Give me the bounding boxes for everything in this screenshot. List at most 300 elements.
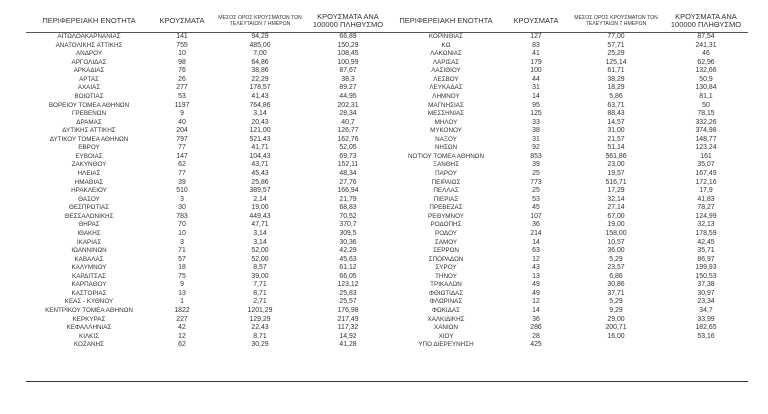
- region-cell: ΚΙΛΚΙΣ: [79, 332, 99, 340]
- table-row: [26, 33, 388, 42]
- region-cell: ΜΗΛΟΥ: [434, 118, 458, 126]
- region-cell: ΘΑΣΟΥ: [78, 195, 100, 203]
- cases-cell: 43: [532, 264, 540, 272]
- avg7-cell: 125,14: [605, 58, 627, 66]
- table-row: [26, 281, 388, 290]
- table-row: [388, 102, 748, 111]
- per100k-cell: 374,98: [695, 127, 717, 135]
- region-cell: ΚΑΡΔΙΤΣΑΣ: [72, 272, 106, 280]
- avg7-cell: 3,14: [253, 229, 267, 237]
- avg7-cell: 5,29: [609, 298, 623, 306]
- table-row: [388, 110, 748, 119]
- avg7-header: ΜΕΣΟΣ ΟΡΟΣ ΚΡΟΥΣΜΑΤΩΝ ΤΩΝ ΤΕΛΕΥΤΑΙΩΝ 7 ΗΜΕΡΩΝ: [212, 10, 308, 33]
- region-cell: ΒΟΙΩΤΙΑΣ: [74, 92, 104, 100]
- per100k-cell: 30,36: [339, 238, 357, 246]
- region-cell: ΚΑΛΥΜΝΟΥ: [71, 264, 107, 272]
- cases-cell: 100: [530, 67, 542, 75]
- table-row: [388, 84, 748, 93]
- avg7-cell: 45,43: [251, 170, 269, 177]
- table-row: [26, 316, 388, 325]
- region-cell: ΣΥΡΟΥ: [435, 264, 457, 272]
- per100k-cell: 23,34: [697, 298, 715, 306]
- cases-header: ΚΡΟΥΣΜΑΤΑ: [504, 10, 568, 33]
- avg7-cell: 3,14: [253, 238, 267, 246]
- avg7-cell: 104,43: [249, 152, 271, 160]
- avg7-cell: 38,86: [251, 67, 269, 75]
- per100k-cell: 182,65: [695, 324, 717, 332]
- right-cases-table: [388, 10, 748, 350]
- cases-cell: 14: [532, 238, 540, 246]
- cases-cell: 179: [530, 58, 542, 66]
- cases-cell: 13: [532, 272, 540, 280]
- per100k-cell: 87,54: [697, 33, 715, 40]
- per100k-cell: 100,99: [337, 58, 359, 66]
- avg7-cell: 521,43: [249, 135, 271, 143]
- avg7-cell: 178,57: [249, 84, 271, 92]
- left-cases-table: [26, 10, 388, 350]
- avg7-cell: 77,00: [607, 33, 625, 40]
- table-row: [388, 239, 748, 248]
- per100k-cell: 38,3: [341, 75, 355, 83]
- per100k-cell: 130,84: [695, 84, 717, 92]
- cases-cell: 214: [530, 229, 542, 237]
- per100k-cell: 152,11: [337, 161, 359, 169]
- table-row: [388, 307, 748, 316]
- per100k-cell: [664, 341, 748, 350]
- cases-cell: 63: [532, 247, 540, 255]
- table-row: [388, 196, 748, 205]
- avg7-cell: 5,86: [609, 92, 623, 100]
- region-cell: ΙΩΑΝΝΙΝΩΝ: [71, 247, 107, 255]
- region-cell: ΔΡΑΜΑΣ: [76, 118, 102, 126]
- per100k-cell: 66,89: [339, 33, 357, 40]
- table-row: [388, 67, 748, 76]
- region-cell: ΜΥΚΟΝΟΥ: [430, 127, 462, 135]
- avg7-cell: 561,86: [605, 152, 627, 160]
- cases-cell: 45: [532, 204, 540, 212]
- region-header: ΠΕΡΙΦΕΡΕΙΑΚΗ ΕΝΟΤΗΤΑ: [26, 10, 152, 33]
- table-row: [388, 213, 748, 222]
- region-cell: ΖΑΚΥΝΘΟΥ: [71, 161, 107, 169]
- avg7-cell: 19,00: [251, 204, 269, 212]
- avg7-header: ΜΕΣΟΣ ΟΡΟΣ ΚΡΟΥΣΜΑΤΩΝ ΤΩΝ ΤΕΛΕΥΤΑΙΩΝ 7 ΗΜΕΡΩΝ: [568, 10, 664, 33]
- table-row: [26, 170, 388, 179]
- avg7-cell: 1201,29: [247, 307, 273, 314]
- cases-cell: 204: [176, 127, 188, 135]
- region-cell: ΠΑΡΟΥ: [435, 170, 457, 177]
- region-cell: ΑΡΚΑΔΙΑΣ: [73, 67, 105, 75]
- avg7-cell: 200,71: [605, 324, 627, 332]
- cases-cell: 77: [178, 170, 186, 177]
- cases-cell: 755: [176, 41, 188, 49]
- per100k-cell: 332,26: [695, 118, 717, 126]
- region-cell: ΚΟΡΙΝΘΙΑΣ: [428, 33, 464, 40]
- region-cell: ΥΠΟ ΔΙΕΡΕΥΝΗΣΗ: [418, 341, 474, 349]
- cases-cell: 25: [532, 170, 540, 177]
- avg7-cell: 32,14: [607, 195, 625, 203]
- avg7-cell: 764,86: [249, 101, 271, 109]
- table-row: [26, 144, 388, 153]
- avg7-cell: 22,43: [251, 324, 269, 332]
- avg7-cell: 25,86: [251, 178, 269, 186]
- per100k-cell: 17,9: [699, 187, 713, 195]
- region-cell: ΚΑΒΑΛΑΣ: [74, 255, 104, 263]
- per100k-cell: 66,05: [339, 272, 357, 280]
- region-cell: ΛΕΥΚΑΔΑΣ: [429, 84, 463, 92]
- region-cell: ΓΡΕΒΕΝΩΝ: [71, 110, 107, 118]
- cases-cell: 425: [530, 341, 542, 349]
- avg7-cell: 63,71: [607, 101, 625, 109]
- table-row: [388, 221, 748, 230]
- avg7-cell: 94,29: [251, 33, 269, 40]
- per100k-cell: 37,38: [697, 281, 715, 289]
- region-cell: ΚΕΝΤΡΙΚΟΥ ΤΟΜΕΑ ΑΘΗΝΩΝ: [45, 307, 133, 314]
- region-cell: ΚΩ: [441, 41, 451, 49]
- avg7-cell: 7,71: [253, 281, 267, 289]
- per100k-cell: 25,57: [339, 298, 357, 306]
- region-cell: ΛΗΜΝΟΥ: [432, 92, 460, 100]
- table-row: [388, 333, 748, 342]
- per100k-cell: 35,07: [697, 161, 715, 169]
- avg7-cell: 485,00: [249, 41, 271, 49]
- per100k-cell: 53,16: [697, 332, 715, 340]
- cases-cell: 286: [530, 324, 542, 332]
- table-row: [26, 196, 388, 205]
- region-cell: ΠΡΕΒΕΖΑΣ: [429, 204, 463, 212]
- region-cell: ΑΙΤΩΛΟΑΚΑΡΝΑΝΙΑΣ: [57, 33, 121, 40]
- per100k-cell: 21,79: [339, 195, 357, 203]
- region-cell: ΔΥΤΙΚΗΣ ΑΤΤΙΚΗΣ: [62, 127, 116, 135]
- per100k-cell: 70,52: [339, 212, 357, 220]
- region-cell: ΧΑΝΙΩΝ: [434, 324, 458, 332]
- cases-cell: 36: [532, 221, 540, 229]
- avg7-cell: 43,71: [251, 161, 269, 169]
- table-row: [26, 93, 388, 102]
- per100k-cell: 42,45: [697, 238, 715, 246]
- cases-cell: 10: [178, 229, 186, 237]
- per100k-cell: 87,67: [339, 67, 357, 75]
- region-cell: ΠΕΙΡΑΙΩΣ: [431, 178, 461, 186]
- per100k-cell: 33,99: [697, 315, 715, 323]
- per100k-cell: 40,7: [341, 118, 355, 126]
- table-row: [26, 333, 388, 342]
- cases-cell: 277: [176, 84, 188, 92]
- per100k-cell: 61,12: [339, 264, 357, 272]
- table-row: [388, 298, 748, 307]
- per100k-cell: 150,29: [337, 41, 359, 49]
- per100k-cell: 50: [702, 101, 710, 109]
- per100k-cell: 162,76: [337, 135, 359, 143]
- region-cell: ΜΕΣΣΗΝΙΑΣ: [427, 110, 465, 118]
- region-cell: ΣΠΟΡΑΔΩΝ: [428, 255, 464, 263]
- table-row: [26, 76, 388, 85]
- per100k-cell: 309,5: [339, 229, 357, 237]
- region-header: ΠΕΡΙΦΕΡΕΙΑΚΗ ΕΝΟΤΗΤΑ: [388, 10, 504, 33]
- cases-cell: 10: [178, 50, 186, 58]
- cases-cell: 57: [178, 255, 186, 263]
- per100k-cell: 68,83: [339, 204, 357, 212]
- table-row: [388, 93, 748, 102]
- bottom-rule: [26, 381, 748, 382]
- per100k-cell: 150,53: [695, 272, 717, 280]
- region-cell: ΘΗΡΑΣ: [78, 221, 100, 229]
- table-row: [388, 33, 748, 42]
- table-row: [26, 230, 388, 239]
- table-row: [388, 341, 748, 350]
- avg7-cell: 5,29: [609, 255, 623, 263]
- region-cell: ΚΑΣΤΟΡΙΑΣ: [71, 289, 107, 297]
- region-cell: ΑΝΑΤΟΛΙΚΗΣ ΑΤΤΙΚΗΣ: [55, 41, 123, 49]
- table-row: [26, 256, 388, 265]
- avg7-cell: 14,57: [607, 118, 625, 126]
- avg7-cell: 64,86: [251, 58, 269, 66]
- cases-cell: 9: [180, 110, 184, 118]
- avg7-cell: 31,00: [607, 127, 625, 135]
- table-row: [26, 161, 388, 170]
- per100k-cell: 27,76: [339, 178, 357, 186]
- avg7-cell: 10,57: [607, 238, 625, 246]
- region-cell: ΚΕΡΚΥΡΑΣ: [72, 315, 106, 323]
- table-row: [388, 42, 748, 51]
- avg7-cell: 52,00: [251, 247, 269, 255]
- avg7-cell: 389,57: [249, 187, 271, 195]
- region-cell: ΞΑΝΘΗΣ: [432, 161, 460, 169]
- table-row: [388, 290, 748, 299]
- per100k-header: ΚΡΟΥΣΜΑΤΑ ΑΝΑ 100000 ΠΛΗΘΥΣΜΟ: [308, 10, 388, 33]
- table-row: [26, 67, 388, 76]
- cases-cell: 1822: [174, 307, 190, 314]
- avg7-cell: 8,71: [253, 332, 267, 340]
- avg7-cell: 41,43: [251, 92, 269, 100]
- avg7-cell: 23,57: [607, 264, 625, 272]
- avg7-cell: 21,57: [607, 135, 625, 143]
- table-row: [388, 119, 748, 128]
- per100k-cell: 14,92: [339, 332, 357, 340]
- table-row: [388, 170, 748, 179]
- table-row: [26, 102, 388, 111]
- region-cell: ΕΥΒΟΙΑΣ: [75, 152, 103, 160]
- per100k-cell: 62,96: [697, 58, 715, 66]
- table-row: [26, 221, 388, 230]
- region-cell: ΑΡΤΑΣ: [79, 75, 99, 83]
- cases-cell: 797: [176, 135, 188, 143]
- per100k-cell: 46: [702, 50, 710, 58]
- region-cell: ΛΑΡΙΣΑΣ: [432, 58, 460, 66]
- cases-cell: 76: [178, 67, 186, 75]
- region-cell: ΡΕΘΥΜΝΟΥ: [428, 212, 464, 220]
- cases-cell: 38: [532, 127, 540, 135]
- per100k-cell: 86,97: [697, 255, 715, 263]
- region-cell: ΡΟΔΟΠΗΣ: [430, 221, 462, 229]
- per100k-header: ΚΡΟΥΣΜΑΤΑ ΑΝΑ 100000 ΠΛΗΘΥΣΜΟ: [664, 10, 748, 33]
- region-cell: ΦΩΚΙΔΑΣ: [432, 307, 460, 314]
- table-row: [388, 76, 748, 85]
- cases-cell: 141: [176, 33, 188, 40]
- cases-cell: 25: [532, 187, 540, 195]
- avg7-cell: 516,71: [605, 178, 627, 186]
- cases-cell: 49: [532, 281, 540, 289]
- per100k-cell: 117,32: [337, 324, 359, 332]
- region-cell: ΛΑΚΩΝΙΑΣ: [430, 50, 462, 58]
- per100k-cell: 161: [700, 152, 712, 160]
- avg7-cell: 41,71: [251, 144, 269, 152]
- table-row: [388, 247, 748, 256]
- cases-cell: 9: [180, 281, 184, 289]
- avg7-cell: 17,29: [607, 187, 625, 195]
- cases-cell: 42: [178, 324, 186, 332]
- region-cell: ΦΛΩΡΙΝΑΣ: [429, 298, 463, 306]
- cases-cell: 125: [530, 110, 542, 118]
- cases-cell: 1: [180, 298, 184, 306]
- per100k-cell: 48,34: [339, 170, 357, 177]
- avg7-cell: 129,29: [249, 315, 271, 323]
- region-cell: ΗΡΑΚΛΕΙΟΥ: [71, 187, 107, 195]
- cases-cell: 83: [532, 41, 540, 49]
- region-cell: ΔΥΤΙΚΟΥ ΤΟΜΕΑ ΑΘΗΝΩΝ: [49, 135, 129, 143]
- region-cell: ΦΘΙΩΤΙΔΑΣ: [428, 289, 464, 297]
- table-row: [26, 298, 388, 307]
- region-cell: ΑΡΓΟΛΙΔΑΣ: [71, 58, 107, 66]
- avg7-cell: 158,00: [605, 229, 627, 237]
- cases-cell: 31: [532, 84, 540, 92]
- cases-cell: 33: [532, 118, 540, 126]
- cases-cell: 30: [178, 204, 186, 212]
- table-row: [26, 153, 388, 162]
- avg7-cell: 8,71: [253, 289, 267, 297]
- cases-cell: 71: [178, 247, 186, 255]
- per100k-cell: 41,28: [339, 341, 357, 349]
- left-header-row: [26, 10, 388, 33]
- region-cell: ΝΟΤΙΟΥ ΤΟΜΕΑ ΑΘΗΝΩΝ: [407, 152, 485, 160]
- avg7-cell: 23,00: [607, 161, 625, 169]
- per100k-cell: 69,73: [339, 152, 357, 160]
- avg7-cell: 30,29: [251, 341, 269, 349]
- avg7-cell: 2,14: [253, 195, 267, 203]
- table-row: [26, 273, 388, 282]
- cases-cell: 62: [178, 161, 186, 169]
- per100k-cell: 30,97: [697, 289, 715, 297]
- table-row: [388, 161, 748, 170]
- cases-cell: 14: [532, 92, 540, 100]
- cases-cell: 107: [530, 212, 542, 220]
- table-row: [26, 59, 388, 68]
- avg7-cell: [568, 341, 664, 350]
- avg7-cell: 20,43: [251, 118, 269, 126]
- cases-cell: 28: [532, 332, 540, 340]
- per100k-cell: 78,15: [697, 110, 715, 118]
- table-row: [26, 119, 388, 128]
- per100k-cell: 25,83: [339, 289, 357, 297]
- per100k-cell: 89,27: [339, 84, 357, 92]
- region-cell: ΚΕΑΣ - ΚΥΘΝΟΥ: [64, 298, 114, 306]
- avg7-cell: 27,14: [607, 204, 625, 212]
- per100k-cell: 52,05: [339, 144, 357, 152]
- avg7-cell: 2,71: [253, 298, 267, 306]
- per100k-cell: 45,63: [339, 255, 357, 263]
- avg7-cell: 6,86: [609, 272, 623, 280]
- per100k-cell: 44,95: [339, 92, 357, 100]
- cases-cell: 53: [532, 195, 540, 203]
- avg7-cell: 52,00: [251, 255, 269, 263]
- cases-cell: 53: [178, 92, 186, 100]
- cases-cell: 510: [176, 187, 188, 195]
- per100k-cell: 126,77: [337, 127, 359, 135]
- region-cell: ΣΕΡΡΩΝ: [433, 247, 459, 255]
- table-row: [388, 59, 748, 68]
- region-cell: ΛΑΣΙΘΙΟΥ: [431, 67, 461, 75]
- table-row: [388, 136, 748, 145]
- table-row: [26, 341, 388, 350]
- per100k-cell: 148,77: [695, 135, 717, 143]
- table-row: [26, 127, 388, 136]
- region-cell: ΝΑΞΟΥ: [435, 135, 457, 143]
- cases-cell: 1197: [174, 101, 190, 109]
- cases-cell: 12: [532, 255, 540, 263]
- right-header-row: [388, 10, 748, 33]
- per100k-cell: 124,99: [695, 212, 717, 220]
- avg7-cell: 30,86: [607, 281, 625, 289]
- cases-cell: 39: [532, 161, 540, 169]
- per100k-cell: 241,31: [695, 41, 717, 49]
- cases-cell: 95: [532, 101, 540, 109]
- cases-cell: 26: [178, 75, 186, 83]
- table-row: [388, 281, 748, 290]
- cases-cell: 41: [532, 50, 540, 58]
- per100k-cell: 41,83: [697, 195, 715, 203]
- cases-header: ΚΡΟΥΣΜΑΤΑ: [152, 10, 212, 33]
- table-row: [26, 50, 388, 59]
- avg7-cell: 29,00: [607, 315, 625, 323]
- cases-cell: 92: [532, 144, 540, 152]
- per100k-cell: 81,1: [699, 92, 713, 100]
- per100k-cell: 202,31: [337, 101, 359, 109]
- table-row: [388, 204, 748, 213]
- table-row: [388, 179, 748, 188]
- cases-cell: 3: [180, 195, 184, 203]
- table-row: [26, 179, 388, 188]
- per100k-cell: 199,93: [695, 264, 717, 272]
- cases-cell: 39: [178, 178, 186, 186]
- avg7-cell: 39,00: [251, 272, 269, 280]
- per100k-cell: 166,94: [337, 187, 359, 195]
- avg7-cell: 19,00: [607, 221, 625, 229]
- avg7-cell: 449,43: [249, 212, 271, 220]
- cases-cell: 3: [180, 238, 184, 246]
- per100k-cell: 217,49: [337, 315, 359, 323]
- cases-cell: 77: [178, 144, 186, 152]
- region-cell: ΗΛΕΙΑΣ: [77, 170, 101, 177]
- cases-cell: 14: [532, 307, 540, 314]
- region-cell: ΙΚΑΡΙΑΣ: [76, 238, 102, 246]
- table-row: [26, 324, 388, 333]
- region-cell: ΒΟΡΕΙΟΥ ΤΟΜΕΑ ΑΘΗΝΩΝ: [48, 101, 130, 109]
- avg7-cell: 18,29: [607, 84, 625, 92]
- per100k-cell: 32,13: [697, 221, 715, 229]
- cases-report: [26, 10, 748, 350]
- region-cell: ΧΙΟΥ: [438, 332, 454, 340]
- cases-cell: 227: [176, 315, 188, 323]
- cases-cell: 18: [178, 264, 186, 272]
- table-row: [26, 213, 388, 222]
- table-row: [26, 290, 388, 299]
- table-row: [26, 42, 388, 51]
- table-row: [26, 110, 388, 119]
- region-cell: ΤΡΙΚΑΛΩΝ: [430, 281, 462, 289]
- avg7-cell: 22,29: [251, 75, 269, 83]
- table-row: [388, 230, 748, 239]
- avg7-cell: 61,71: [607, 67, 625, 75]
- table-row: [26, 247, 388, 256]
